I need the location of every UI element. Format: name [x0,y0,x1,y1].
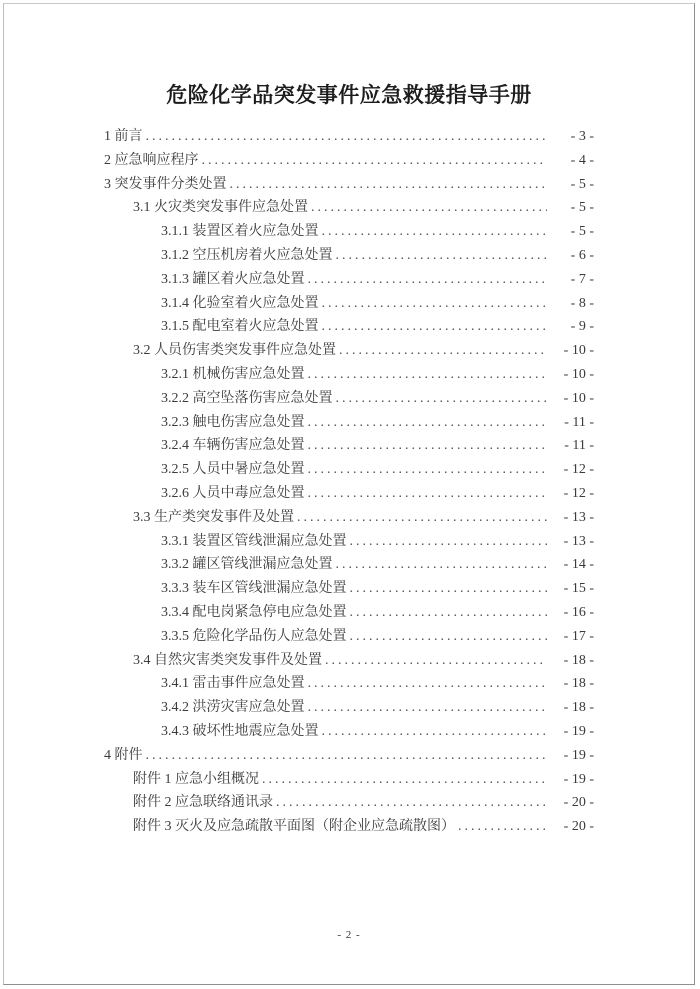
toc-leader-dots [262,772,547,788]
toc-entry [104,315,594,339]
toc-leader-dots [336,248,548,264]
toc-entry-page: - 18 - [563,700,594,716]
toc-leader-dots [322,296,548,312]
toc-entry-label: 3.2.1 机械伤害应急处置 [161,366,305,382]
toc-entry-label: 3.4.1 雷击事件应急处置 [161,676,305,692]
toc-entry-page: - 14 - [563,557,594,573]
toc-entry-label: 3.1.4 化验室着火应急处置 [161,295,319,311]
toc-entry [104,363,594,387]
toc-entry-label: 2 应急响应程序 [104,152,199,168]
toc-entry-label: 3.3.5 危险化学品伤人应急处置 [161,628,347,644]
toc-entry-page: - 10 - [563,366,594,382]
toc-leader-dots [146,748,548,764]
toc-entry-label: 3.2.5 人员中暑应急处置 [161,462,305,478]
toc-entry-page: - 18 - [563,652,594,668]
toc-entry-page: - 4 - [570,152,594,168]
toc-entry-page: - 19 - [563,723,594,739]
toc-entry-page: - 5 - [570,224,594,240]
toc-leader-dots [322,724,548,740]
toc-entry-label: 3.1.5 配电室着火应急处置 [161,319,319,335]
toc-leader-dots [202,153,548,169]
toc-entry [104,672,594,696]
toc-entry-page: - 6 - [570,247,594,263]
page-number: - 2 - [337,929,361,941]
toc-entry-page: - 15 - [563,581,594,597]
toc-entry-label: 3.1.3 罐区着火应急处置 [161,271,305,287]
toc-leader-dots [308,676,548,692]
toc-entry-label: 附件 1 应急小组概况 [133,771,259,787]
toc-entry [104,791,594,815]
toc-entry [104,553,594,577]
toc-leader-dots [308,415,548,431]
toc-entry-page: - 19 - [563,771,594,787]
toc [104,125,594,839]
toc-entry [104,744,594,768]
toc-entry [104,577,594,601]
toc-entry-label: 3.3.4 配电岗紧急停电应急处置 [161,604,347,620]
toc-entry-label: 3.3.3 装车区管线泄漏应急处置 [161,581,347,597]
toc-entry-label: 3.2.3 触电伤害应急处置 [161,414,305,430]
toc-entry-label: 3.4.3 破坏性地震应急处置 [161,723,319,739]
toc-entry [104,244,594,268]
toc-entry-label: 3.3.1 装置区管线泄漏应急处置 [161,533,347,549]
toc-leader-dots [322,319,548,335]
toc-entry-label: 附件 3 灭火及应急疏散平面图（附企业应急疏散图） [133,819,455,835]
toc-entry-label: 3 突发事件分类处置 [104,176,227,192]
toc-entry [104,530,594,554]
toc-entry [104,768,594,792]
toc-entry [104,220,594,244]
toc-entry-page: - 12 - [563,462,594,478]
toc-entry [104,815,594,839]
toc-entry [104,292,594,316]
toc-entry [104,696,594,720]
toc-entry [104,411,594,435]
toc-entry [104,625,594,649]
toc-entry-label: 附件 2 应急联络通讯录 [133,795,273,811]
toc-entry [104,506,594,530]
toc-entry [104,149,594,173]
toc-entry-label: 3.4.2 洪涝灾害应急处置 [161,700,305,716]
toc-leader-dots [458,819,547,835]
toc-entry-page: - 20 - [563,819,594,835]
toc-entry-label: 3.4 自然灾害类突发事件及处置 [133,652,322,668]
page-footer [4,929,694,941]
toc-entry-page: - 12 - [563,485,594,501]
toc-entry-page: - 11 - [564,438,594,454]
toc-leader-dots [308,272,548,288]
toc-entry-label: 3.1 火灾类突发事件应急处置 [133,200,308,216]
toc-entry [104,125,594,149]
toc-entry [104,601,594,625]
toc-leader-dots [308,438,548,454]
toc-entry-page: - 5 - [570,200,594,216]
toc-entry-page: - 17 - [563,628,594,644]
toc-entry-page: - 8 - [570,295,594,311]
toc-entry-page: - 19 - [563,747,594,763]
toc-entry-label: 3.2.6 人员中毒应急处置 [161,485,305,501]
toc-entry [104,434,594,458]
toc-leader-dots [325,653,547,669]
toc-entry-page: - 10 - [563,390,594,406]
toc-leader-dots [350,581,548,597]
toc-leader-dots [350,629,548,645]
toc-entry-page: - 7 - [570,271,594,287]
toc-leader-dots [336,557,548,573]
document-page [3,3,695,985]
toc-entry-page: - 18 - [563,676,594,692]
toc-entry-label: 3.2.4 车辆伤害应急处置 [161,438,305,454]
toc-entry [104,649,594,673]
toc-leader-dots [311,200,547,216]
toc-entry-label: 3.2.2 高空坠落伤害应急处置 [161,390,333,406]
toc-entry [104,482,594,506]
toc-leader-dots [146,129,548,145]
toc-entry [104,387,594,411]
toc-leader-dots [297,510,547,526]
toc-entry-page: - 3 - [570,129,594,144]
toc-entry [104,268,594,292]
toc-leader-dots [308,367,548,383]
toc-leader-dots [230,177,548,193]
toc-leader-dots [350,534,548,550]
toc-entry-label: 3.3.2 罐区管线泄漏应急处置 [161,557,333,573]
toc-entry-page: - 13 - [563,533,594,549]
toc-entry-label: 1 前言 [104,129,143,144]
toc-entry [104,196,594,220]
toc-entry-page: - 16 - [563,604,594,620]
toc-entry-page: - 9 - [570,319,594,335]
toc-leader-dots [336,391,548,407]
toc-entry-page: - 11 - [564,414,594,430]
toc-leader-dots [308,462,548,478]
toc-entry-page: - 13 - [563,509,594,525]
toc-entry-page: - 10 - [563,343,594,359]
toc-entry [104,339,594,363]
toc-entry-label: 4 附件 [104,747,143,763]
toc-entry-page: - 5 - [570,176,594,192]
toc-entry [104,173,594,197]
toc-entry [104,458,594,482]
toc-leader-dots [308,700,548,716]
document-title: 危险化学品突发事件应急救援指导手册 [166,84,532,107]
toc-entry-label: 3.1.1 装置区着火应急处置 [161,224,319,240]
toc-entry [104,720,594,744]
toc-leader-dots [322,224,548,240]
toc-leader-dots [276,795,547,811]
toc-leader-dots [339,343,547,359]
toc-entry-page: - 20 - [563,795,594,811]
toc-entry-label: 3.3 生产类突发事件及处置 [133,509,294,525]
toc-entry-label: 3.1.2 空压机房着火应急处置 [161,247,333,263]
toc-leader-dots [350,605,548,621]
toc-entry-label: 3.2 人员伤害类突发事件应急处置 [133,343,336,359]
toc-leader-dots [308,486,548,502]
